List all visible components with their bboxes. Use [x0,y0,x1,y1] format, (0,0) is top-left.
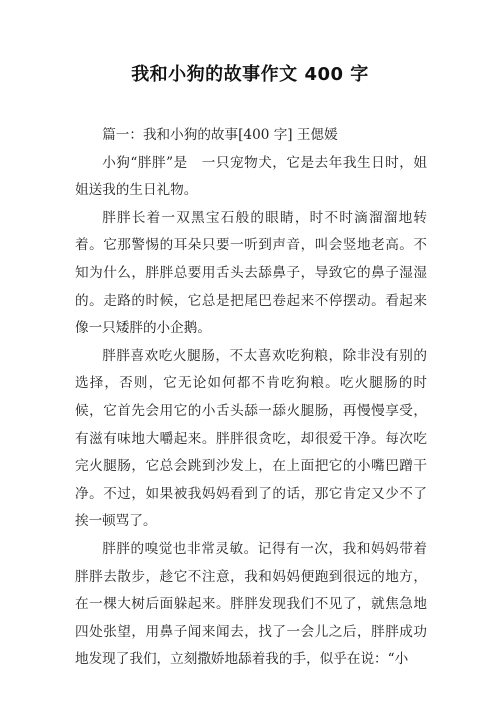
paragraph-eating: 胖胖喜欢吃火腿肠，不太喜欢吃狗粮，除非没有别的选择，否则，它无论如何都不肯吃狗粮。吃火腿肠的时候，它首先会用它的小舌头舔一舔火腿肠，再慢慢享受，有滋有味地大嚼起来。胖胖很贪吃，却很爱干净。每次吃完火腿肠，它总会跳到沙发上，在上面把它的小嘴巴蹭干净。不过，如果被我妈妈看到了的话，那它肯定又少不了挨一顿骂了。 [75,347,427,530]
paragraph-intro: 小狗“胖胖”是 一只宠物犬，它是去年我生日时，姐姐送我的生日礼物。 [75,154,427,199]
paragraph-smell: 胖胖的嗅觉也非常灵敏。记得有一次，我和妈妈带着胖胖去散步，趁它不注意，我和妈妈便跑到很远的地方，在一棵大树后面躲起来。胖胖发现我们不见了，就焦急地四处张望，用鼻子闻来闻去，找了一会儿之后，胖胖成功地发现了我们，立刻撒娇地舔着我的手，似乎在说：“小 [75,540,427,668]
paragraph-heading-line: 篇一：我和小狗的故事[400 字] 王偲媛 [102,127,338,143]
document-title: 我和小狗的故事作文 400 字 [131,64,369,85]
paragraph-appearance: 胖胖长着一双黑宝石般的眼睛，时不时滴溜溜地转着。它那警惕的耳朵只要一听到声音，叫会竖地老高。不知为什么，胖胖总要用舌头去舔鼻子，导致它的鼻子湿湿的。走路的时候，它总是把尾巴卷起来不停摆动。看起来像一只矮胖的小企鹅。 [75,209,427,337]
document-body [75,122,427,674]
